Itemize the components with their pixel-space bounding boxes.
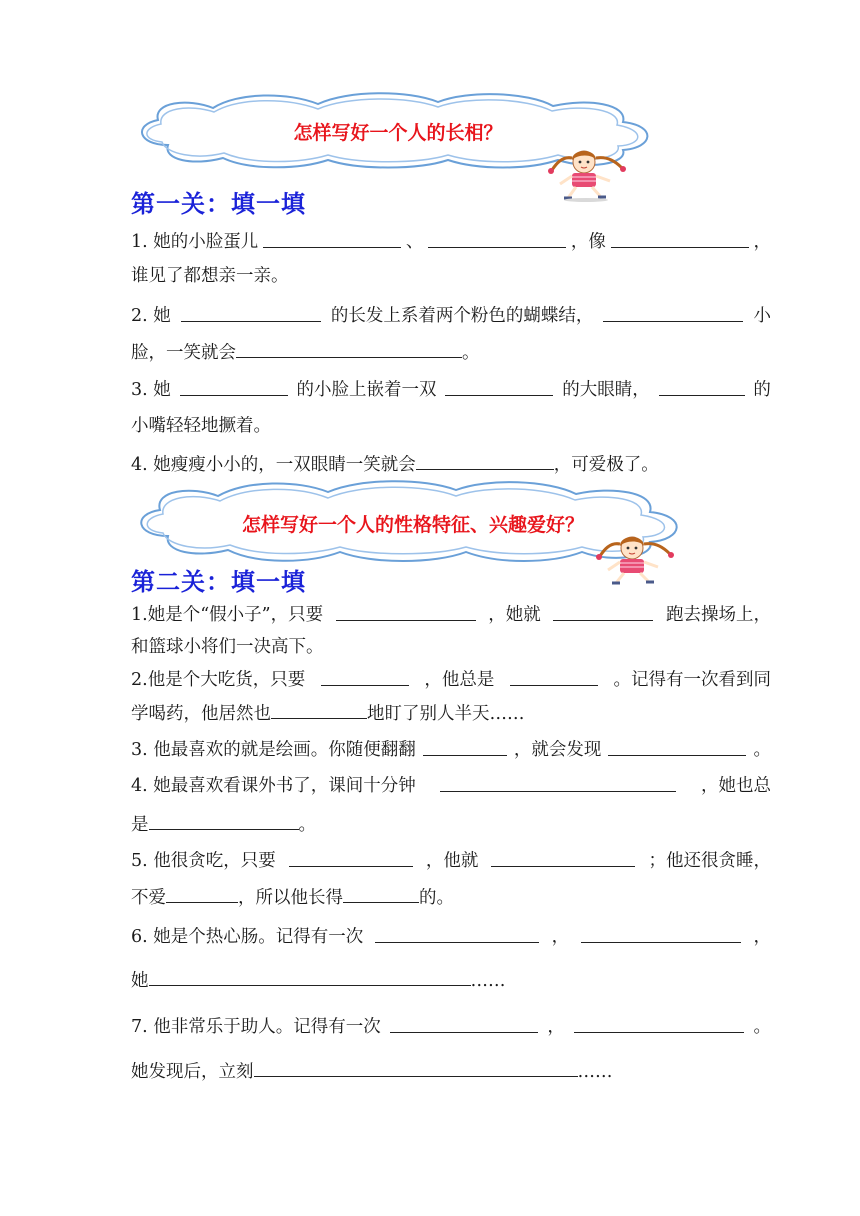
l2-q5-part-d: 不爱 xyxy=(131,888,166,908)
l2-q2-line1 xyxy=(131,667,771,693)
l2-q3-part-c: 。 xyxy=(753,740,771,760)
l2-q4-part-c: 是 xyxy=(131,815,149,835)
l2-q6-part-c: ， xyxy=(753,927,771,947)
l2-q2-part-e: 地盯了别人半天…… xyxy=(367,704,525,724)
l1-q1-part-b: 、 xyxy=(405,232,424,252)
l2-q1-part-a: 1.她是个“假小子”，只要 xyxy=(131,605,324,625)
answer-blank[interactable] xyxy=(510,667,598,686)
l2-q4-part-d: 。 xyxy=(298,815,316,835)
answer-blank[interactable] xyxy=(166,884,238,903)
l2-q2-part-a: 2.他是个大吃货，只要 xyxy=(131,670,306,690)
answer-blank[interactable] xyxy=(581,924,741,943)
answer-blank[interactable] xyxy=(445,377,553,396)
l2-q2-part-c: 。记得有一次看到同 xyxy=(613,670,771,690)
l2-q1-line2 xyxy=(131,634,771,660)
answer-blank[interactable] xyxy=(321,667,409,686)
cloud-title-2: 怎样写好一个人的性格特征、兴趣爱好？ xyxy=(241,514,584,536)
answer-blank[interactable] xyxy=(375,924,539,943)
l2-q1-line1 xyxy=(131,602,771,628)
l1-q1-line1 xyxy=(131,229,771,255)
l2-q6-part-b: ， xyxy=(551,927,570,947)
l2-q6-line2 xyxy=(131,967,771,993)
l1-q1-part-e: 谁见了都想亲一亲。 xyxy=(131,266,289,286)
l1-q4-part-b: ，可爱极了。 xyxy=(553,455,659,475)
l2-q7-part-d: 她发现后，立刻 xyxy=(131,1062,254,1082)
l1-q3-part-e: 小嘴轻轻地撅着。 xyxy=(131,416,271,436)
l2-q6-part-e: …… xyxy=(470,971,506,991)
l2-q5-line1 xyxy=(131,848,771,874)
answer-blank[interactable] xyxy=(289,848,413,867)
l1-q2-line1 xyxy=(131,303,771,329)
l2-q6-part-d: 她 xyxy=(131,971,149,991)
l1-q2-line2 xyxy=(131,339,771,365)
l2-q5-part-c: ；他还很贪睡， xyxy=(648,851,771,871)
l2-q3-part-b: ，就会发现 xyxy=(513,740,602,760)
level-2-title: 第二关：填一填 xyxy=(131,568,306,596)
girl-illustration-1 xyxy=(526,150,646,202)
answer-blank[interactable] xyxy=(553,602,653,621)
l2-q4-line1 xyxy=(131,773,771,799)
l2-q5-part-b: ，他就 xyxy=(425,851,479,871)
answer-blank[interactable] xyxy=(440,773,676,792)
l1-q3-part-a: 3. 她 xyxy=(131,380,171,400)
answer-blank[interactable] xyxy=(659,377,745,396)
answer-blank[interactable] xyxy=(603,303,743,322)
l1-q1-part-d: ， xyxy=(753,232,771,252)
answer-blank[interactable] xyxy=(611,229,749,248)
answer-blank[interactable] xyxy=(336,602,476,621)
answer-blank[interactable] xyxy=(416,451,554,470)
l2-q7-part-b: ， xyxy=(547,1017,565,1037)
answer-blank[interactable] xyxy=(271,700,367,719)
answer-blank[interactable] xyxy=(181,303,321,322)
l2-q6-part-a: 6. 她是个热心肠。记得有一次 xyxy=(131,927,364,947)
answer-blank[interactable] xyxy=(343,884,419,903)
l2-q3-part-a: 3. 他最喜欢的就是绘画。你随便翻翻 xyxy=(131,740,416,760)
l1-q3-part-b: 的小脸上嵌着一双 xyxy=(296,380,437,400)
l2-q3-line1 xyxy=(131,737,771,763)
l2-q5-part-f: 的。 xyxy=(419,888,454,908)
l2-q7-part-c: 。 xyxy=(753,1017,771,1037)
l2-q4-part-a: 4. 她最喜欢看课外书了，课间十分钟 xyxy=(131,776,416,796)
l1-q2-part-e: 。 xyxy=(462,343,480,363)
l2-q2-part-b: ，他总是 xyxy=(424,670,495,690)
l2-q4-line2 xyxy=(131,811,771,837)
l2-q7-line2 xyxy=(131,1058,771,1084)
girl-illustration-2 xyxy=(572,536,696,586)
l2-q2-part-d: 学喝药，他居然也 xyxy=(131,704,271,724)
l2-q6-line1 xyxy=(131,924,771,950)
answer-blank[interactable] xyxy=(574,1014,744,1033)
answer-blank[interactable] xyxy=(149,967,471,986)
l1-q2-part-d: 脸，一笑就会 xyxy=(131,343,236,363)
answer-blank[interactable] xyxy=(149,811,299,830)
l1-q1-line2 xyxy=(131,263,771,289)
answer-blank[interactable] xyxy=(254,1058,578,1077)
l2-q1-part-c: 跑去操场上， xyxy=(665,605,771,625)
l1-q4-line1 xyxy=(131,451,771,477)
answer-blank[interactable] xyxy=(428,229,566,248)
l2-q5-part-a: 5. 他很贪吃，只要 xyxy=(131,851,276,871)
l1-q2-part-a: 2. 她 xyxy=(131,306,171,326)
l2-q4-part-b: ，她也总 xyxy=(700,776,771,796)
answer-blank[interactable] xyxy=(608,737,746,756)
l1-q1-part-a: 1. 她的小脸蛋儿 xyxy=(131,232,259,252)
l1-q3-line2 xyxy=(131,413,771,439)
l1-q2-part-b: 的长发上系着两个粉色的蝴蝶结， xyxy=(330,306,594,326)
answer-blank[interactable] xyxy=(180,377,288,396)
answer-blank[interactable] xyxy=(236,339,462,358)
l1-q3-line1 xyxy=(131,377,771,403)
l2-q5-line2 xyxy=(131,884,771,910)
l1-q1-part-c: ，像 xyxy=(570,232,606,252)
answer-blank[interactable] xyxy=(491,848,635,867)
l1-q3-part-d: 的 xyxy=(753,380,771,400)
l1-q3-part-c: 的大眼睛， xyxy=(562,380,650,400)
answer-blank[interactable] xyxy=(390,1014,538,1033)
l2-q2-line2 xyxy=(131,700,771,726)
girl-icon xyxy=(526,150,646,202)
l1-q2-part-c: 小 xyxy=(753,306,771,326)
l2-q7-part-a: 7. 他非常乐于助人。记得有一次 xyxy=(131,1017,381,1037)
girl-icon xyxy=(572,536,696,586)
level-1-title: 第一关：填一填 xyxy=(131,190,306,218)
l2-q1-part-d: 和篮球小将们一决高下。 xyxy=(131,637,324,657)
l1-q4-part-a: 4. 她瘦瘦小小的，一双眼睛一笑就会 xyxy=(131,455,416,475)
answer-blank[interactable] xyxy=(263,229,401,248)
l2-q7-part-e: …… xyxy=(577,1062,613,1082)
l2-q1-part-b: ，她就 xyxy=(488,605,541,625)
cloud-title-1: 怎样写好一个人的长相？ xyxy=(293,122,503,144)
answer-blank[interactable] xyxy=(423,737,507,756)
l2-q7-line1 xyxy=(131,1014,771,1040)
l2-q5-part-e: ，所以他长得 xyxy=(238,888,343,908)
